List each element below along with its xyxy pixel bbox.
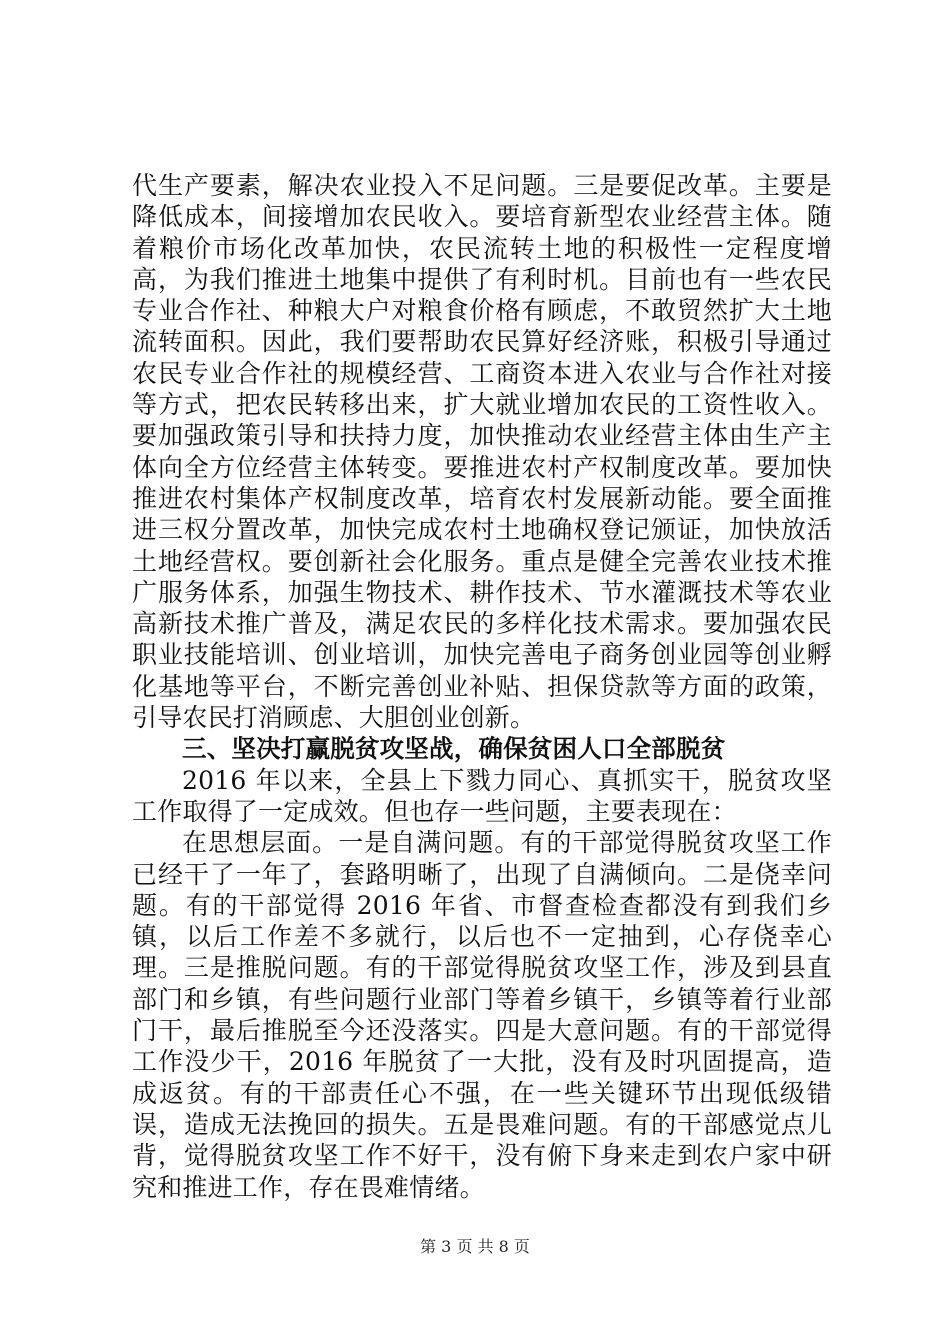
section-heading-poverty: 三、坚决打赢脱贫攻坚战，确保贫困人口全部脱贫 [182,734,726,764]
paragraph-poverty-intro: 2016 年以来，全县上下戮力同心、真抓实干，脱贫攻坚工作取得了一定成效。但也存一些问题，主要表现在： [132,765,832,826]
paragraph-agriculture-reform: 代生产要素，解决农业投入不足问题。三是要促改革。主要是降低成本，间接增加农民收入。要培育新型农业经营主体。随着粮价市场化改革加快，农民流转土地的积极性一定程度增高，为我们推进土地集中提供了有利时机。目前也有一些农民专业合作社、种粮大户对粮食价格有顾虑，不敢贸然扩大土地流转面积。因此，我们要帮助农民算好经济账，积极引导通过农民专业合作社的规模经营、工商资本进入农业与合作社对接等方式，把农民转移出来，扩大就业增加农民的工资性收入。要加强政策引导和扶持力度，加快推动农业经营主体由生产主体向全方位经营主体转变。要推进农村产权制度改革。要加快推进农村集体产权制度改革，培育农村发展新动能。要全面推进三权分置改革，加快完成农村土地确权登记颁证，加快放活土地经营权。要创新社会化服务。重点是健全完善农业技术推广服务体系，加强生物技术、耕作技术、节水灌溉技术等农业高新技术推广普及，满足农民的多样化技术需求。要加强农民职业技能培训、创业培训，加快完善电子商务创业园等创业孵化基地等平台，不断完善创业补贴、担保贷款等方面的政策，引导农民打消顾虑、大胆创业创新。 [132,171,832,733]
paragraph-thinking-level: 在思想层面。一是自满问题。有的干部觉得脱贫攻坚工作已经干了一年了，套路明晰了，出现了自满倾向。二是侥幸问题。有的干部觉得 2016 年省、市督查检查都没有到我们乡镇，以后工作差不多就行，以后也不一定抽到，心存侥幸心理。三是推脱问题。有的干部觉得脱贫攻坚工作，涉及到县直部门和乡镇，有些问题行业部门等着乡镇干，乡镇等着行业部门干，最后推脱至今还没落实。四是大意问题。有的干部觉得工作没少干，2016 年脱贫了一大批，没有及时巩固提高，造成返贫。有的干部责任心不强，在一些关键环节出现低级错误，造成无法挽回的损失。五是畏难问题。有的干部感觉点儿背，觉得脱贫攻坚工作不好干，没有俯下身来走到农户家中研究和推进工作，存在畏难情绪。 [132,828,832,1202]
document-body [132,170,832,1203]
page-number-footer: 第 3 页 共 8 页 [420,1237,530,1256]
